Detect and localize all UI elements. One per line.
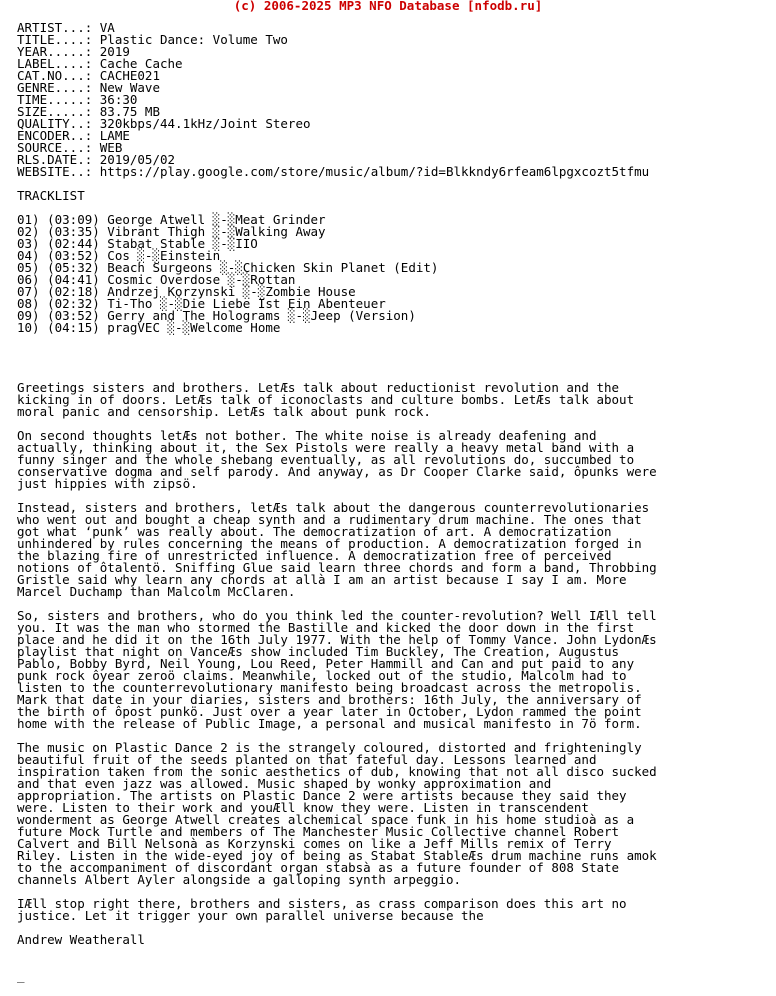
- nfo-line: QUALITY..: 320kbps/44.1kHz/Joint Stereo: [17, 116, 311, 131]
- nfo-line: actually, thinking about it, the Sex Pistols were really a heavy metal band with a: [17, 440, 635, 455]
- nfo-line: were. Listen to their work and youÆll know they were. Listen in transcendent: [17, 800, 589, 815]
- nfo-line: GENRE....: New Wave: [17, 80, 160, 95]
- nfo-line: [17, 946, 772, 958]
- nfo-line: [17, 178, 772, 190]
- nfo-line: home with the release of Public Image, a personal and musical manifesto in 7ö form.: [17, 716, 642, 731]
- nfo-line: justice. Let it trigger your own parallel universe because the: [17, 908, 484, 923]
- nfo-line: TIME.....: 36:30: [17, 92, 138, 107]
- nfo-line: funny singer and the whole shebang eventually, as all revolutions do, succumbed to: [17, 452, 635, 467]
- nfo-line: 10) (04:15) pragVEC ░-░Welcome Home: [17, 320, 281, 335]
- nfo-line: Calvert and Bill Nelsonà as Korzynski comes on like a Jeff Mills remix of Terry: [17, 836, 612, 851]
- nfo-line: Riley. Listen in the wide-eyed joy of being as Stabat StableÆs drum machine runs amok: [17, 848, 657, 863]
- nfo-line: 09) (03:52) Gerry and The Holograms ░-░Jeep (Version): [17, 308, 416, 323]
- nfo-line: place and he did it on the 16th July 1977. With the help of Tommy Vance. John LydonÆs: [17, 632, 657, 647]
- nfo-line: kicking in of doors. LetÆs talk of iconoclasts and culture bombs. LetÆs talk about: [17, 392, 635, 407]
- nfo-line: IÆll stop right there, brothers and sisters, as crass comparison does this art no: [17, 896, 627, 911]
- nfo-line: inspiration taken from the sonic aesthetics of dub, knowing that not all disco sucked: [17, 764, 657, 779]
- nfo-line: ENCODER..: LAME: [17, 128, 130, 143]
- nfo-line: Mark that date in your diaries, sisters and brothers: 16th July, the anniversary of: [17, 692, 642, 707]
- nfo-line: 04) (03:52) Cos ░-░Einstein: [17, 248, 221, 263]
- nfo-line: On second thoughts letÆs not bother. The white noise is already deafening and: [17, 428, 597, 443]
- nfo-line: 03) (02:44) Stabat Stable ░-░IIO: [17, 236, 258, 251]
- nfo-line: The music on Plastic Dance 2 is the strangely coloured, distorted and frighteningly: [17, 740, 642, 755]
- nfo-line: to the accompaniment of discordant organ stabsà as a future founder of 808 State: [17, 860, 620, 875]
- nfo-line: the blazing fire of unrestricted influence. A democratization free of perceived: [17, 548, 612, 563]
- nfo-line: Marcel Duchamp than Malcolm McClaren.: [17, 584, 296, 599]
- nfo-line: _: [17, 968, 25, 983]
- nfo-line: Instead, sisters and brothers, letÆs talk about the dangerous counterrevolutionaries: [17, 500, 650, 515]
- nfo-line: Greetings sisters and brothers. LetÆs talk about reductionist revolution and the: [17, 380, 620, 395]
- nfo-line: TRACKLIST: [17, 188, 85, 203]
- nfo-line: notions of ôtalentö. Sniffing Glue said learn three chords and form a band, Throbbing: [17, 560, 657, 575]
- nfo-line: got what ‘punk’ was really about. The democratization of art. A democratization: [17, 524, 612, 539]
- nfo-line: WEBSITE..: https://play.google.com/store/music/album/?id=Blkkndy6rfeam6lpgxcozt5tfmu: [17, 164, 650, 179]
- nfo-line: 01) (03:09) George Atwell ░-░Meat Grinder: [17, 212, 326, 227]
- nfo-line: [17, 346, 772, 358]
- nfo-line: So, sisters and brothers, who do you think led the counter-revolution? Well IÆll tell: [17, 608, 657, 623]
- nfo-line: [17, 958, 772, 970]
- nfo-line: SOURCE...: WEB: [17, 140, 123, 155]
- nfo-line: TITLE....: Plastic Dance: Volume Two: [17, 32, 288, 47]
- nfo-line: 05) (05:32) Beach Surgeons ░-░Chicken Skin Planet (Edit): [17, 260, 439, 275]
- nfo-line: Andrew Weatherall: [17, 932, 145, 947]
- nfo-line: beautiful fruit of the seeds planted on that fateful day. Lessons learned and: [17, 752, 597, 767]
- nfo-line: Pablo, Bobby Byrd, Neil Young, Lou Reed, Peter Hammill and Can and put paid to any: [17, 656, 635, 671]
- nfo-line: listen to the counterrevolutionary manifesto being broadcast across the metropolis.: [17, 680, 642, 695]
- nfo-line: wonderment as George Atwell creates alchemical space funk in his home studioà as a: [17, 812, 635, 827]
- nfo-line: moral panic and censorship. LetÆs talk about punk rock.: [17, 404, 431, 419]
- nfo-line: future Mock Turtle and members of The Manchester Music Collective channel Robert: [17, 824, 620, 839]
- nfo-line: appropriation. The artists on Plastic Dance 2 were artists because they said they: [17, 788, 627, 803]
- nfo-line: 02) (03:35) Vibrant Thigh ░-░Walking Away: [17, 224, 326, 239]
- nfo-line: punk rock ôyear zeroö claims. Meanwhile, locked out of the studio, Malcolm had to: [17, 668, 627, 683]
- nfo-line: [17, 334, 772, 346]
- nfo-line: just hippies with zipsö.: [17, 476, 198, 491]
- nfo-line: playlist that night on VanceÆs show included Tim Buckley, The Creation, Augustus: [17, 644, 620, 659]
- nfo-line: 06) (04:41) Cosmic Overdose ░-░Rottan: [17, 272, 296, 287]
- nfo-line: YEAR.....: 2019: [17, 44, 130, 59]
- nfo-line: the birth of ôpost punkö. Just over a year later in October, Lydon rammed the point: [17, 704, 642, 719]
- nfo-line: [17, 358, 772, 370]
- nfo-line: SIZE.....: 83.75 MB: [17, 104, 160, 119]
- nfo-line: you. It was the man who stormed the Bastille and kicked the door down in the first: [17, 620, 635, 635]
- nfo-line: 08) (02:32) Ti-Tho ░-░Die Liebe Ist Ein Abenteuer: [17, 296, 386, 311]
- nfo-line: conservative dogma and self parody. And anyway, as Dr Cooper Clarke said, ôpunks were: [17, 464, 657, 479]
- nfo-line: Gristle said why learn any chords at allà I am an artist because I say I am. More: [17, 572, 627, 587]
- nfo-line: who went out and bought a cheap synth and a rudimentary drum machine. The ones that: [17, 512, 642, 527]
- nfo-line: and that even jazz was allowed. Music shaped by wonky approximation and: [17, 776, 552, 791]
- nfodb-banner: (c) 2006-2025 MP3 NFO Database [nfodb.ru]: [233, 0, 543, 13]
- nfo-document: [17, 22, 772, 982]
- nfo-line: ARTIST...: VA: [17, 20, 115, 35]
- nfo-line: RLS.DATE.: 2019/05/02: [17, 152, 176, 167]
- nfo-line: LABEL....: Cache Cache: [17, 56, 183, 71]
- nfo-line: 07) (02:18) Andrzej Korzynski ░-░Zombie House: [17, 284, 356, 299]
- nfo-line: channels Albert Ayler alongside a galloping synth arpeggio.: [17, 872, 462, 887]
- nfo-line: unhindered by rules concerning the means of production. A democratization forged in: [17, 536, 642, 551]
- nfo-line: CAT.NO...: CACHE021: [17, 68, 160, 83]
